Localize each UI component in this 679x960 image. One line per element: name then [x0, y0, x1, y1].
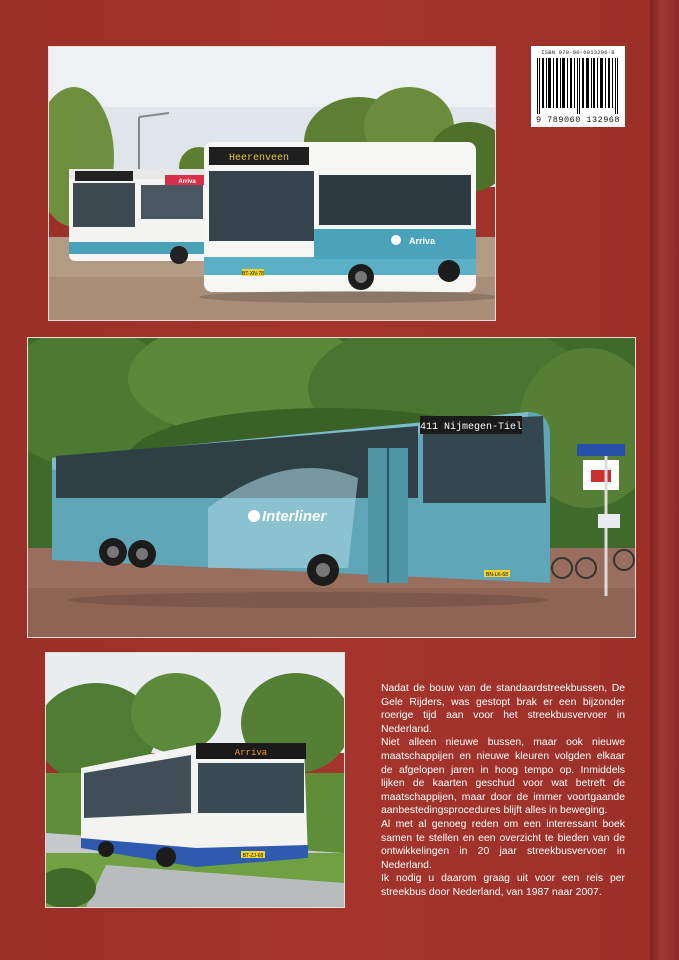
blurb-paragraph: Nadat de bouw van de standaardstreekbussen, De Gele Rijders, was gestopt brak er een bijzonder roerige tijd aan voor het streekbusvervoer in Nederland.: [381, 683, 625, 735]
blurb-paragraph: Niet alleen nieuwe bussen, maar ook nieuwe maatschappijen en nieuwe kleuren volgden elkaar de afgelopen jaren in hoog tempo op. Inmiddels lijken de kaarten geschud voor wat betreft de maatschappijen, maar door de immer voortgaande aanbestedingsprocedures blijft alles in beweging.: [381, 737, 625, 817]
blurb-paragraph: Ik nodig u daarom graag uit voor een reis per streekbus door Nederland, van 1987 naar 2007.: [381, 873, 625, 898]
isbn-number: ISBN 978-90-6013296-8: [541, 49, 615, 56]
photo-middle-interliner-coach: [27, 337, 636, 638]
photo-top-city-buses: [48, 46, 496, 321]
coach-plate: BN-LK-68: [486, 572, 508, 578]
interliner-logo: Interliner: [262, 508, 327, 525]
barcode-digits: 9 789060 132968: [535, 115, 620, 125]
book-spine-edge: [650, 0, 679, 960]
bottom-route-sign: Arriva: [234, 748, 268, 758]
top-bus-plate: BT-XN-78: [242, 271, 264, 277]
left-bus-sign: Arriva: [178, 179, 196, 185]
back-cover-blurb: [381, 682, 625, 900]
photo-bottom-city-bus: [45, 652, 345, 908]
route-destination-sign: 411 Nijmegen-Tiel: [419, 422, 523, 433]
barcode-bars: [535, 58, 621, 114]
blurb-paragraph: Al met al genoeg reden om een interessant boek samen te stellen en een overzicht te bieden van de ontwikkelingen in 20 jaar streekbusvervoer in Nederland.: [381, 818, 625, 871]
isbn-barcode: [531, 46, 625, 127]
bottom-bus-plate: BT-ZJ-68: [242, 853, 264, 859]
top-bus-logo: Arriva: [409, 236, 436, 246]
front-destination-sign: Heerenveen: [228, 153, 290, 164]
